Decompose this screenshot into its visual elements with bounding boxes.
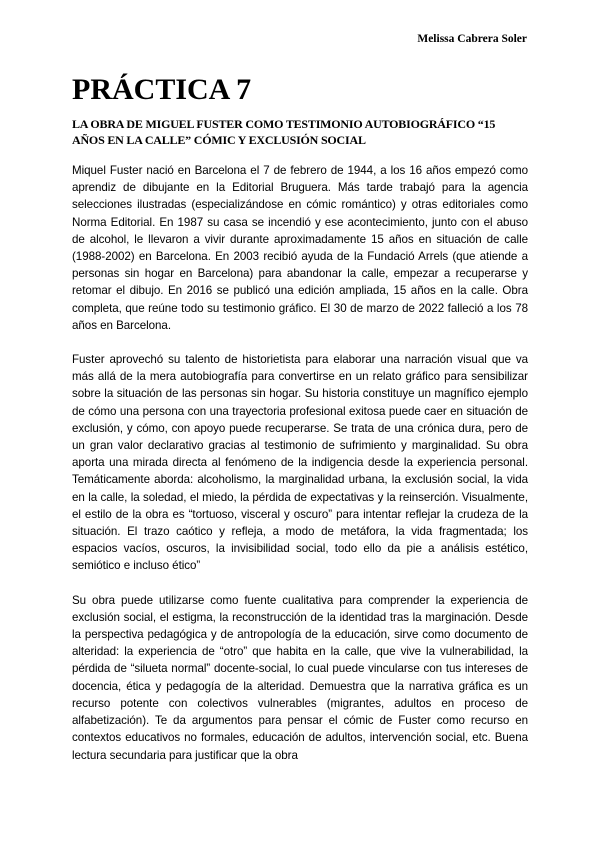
paragraph-2: Fuster aprovechó su talento de historietista para elaborar una narración visual que va más allá de la mera autobiografía para convertirse en un relato gráfico para sensibilizar sobre la situación de las personas sin hogar. Su historia constituye un magnífico ejemplo de cómo una persona con una trayectoria profesional exitosa puede caer en situación de exclusión, y cómo, con apoyo puede recuperarse. Se trata de una crónica dura, pero de un gran valor declarativo gracias al testimonio de sufrimiento y marginalidad. Su obra aporta una mirada directa al fenómeno de la indigencia desde la experiencia personal. Temáticamente aborda: alcoholismo, la marginalidad urbana, la exclusión social, la vida en la calle, la soledad, el miedo, la pérdida de expectativas y la reinserción. Visualmente, el estilo de la obra es “tortuoso, visceral y oscuro” para intentar reflejar la crudeza de la situación. El trazo caótico y refleja, a modo de metáfora, la vida fragmentada; los espacios vacíos, oscuros, la invisibilidad social, todo ello da pie a análisis estético, semiótico e incluso ético” [72,353,528,573]
paragraph-1: Miquel Fuster nació en Barcelona el 7 de febrero de 1944, a los 16 años empezó como aprendiz de dibujante en la Editorial Bruguera. Más tarde trabajó para la agencia selecciones ilustradas (especializándose en cómic romántico) y otras editoriales como Norma Editorial. En 1987 su casa se incendió y ese acontecimiento, junto con el abuso de alcohol, le llevaron a vivir durante aproximadamente 15 años en situación de calle (1988-2002) en Barcelona. En 2003 recibió ayuda de la Fundació Arrels (que atiende a personas sin hogar en Barcelona) para abandonar la calle, empezar a recuperarse y retomar el dibujo. En 2016 se publicó una edición ampliada, 15 años en la calle. Obra completa, que reúne todo su testimonio gráfico. El 30 de marzo de 2022 falleció a los 78 años en Barcelona. [72,164,528,332]
paragraph-3: Su obra puede utilizarse como fuente cualitativa para comprender la experiencia de exclusión social, el estigma, la reconstrucción de la identidad tras la marginación. Desde la perspectiva pedagógica y de antropología de la educación, sirve como documento de alteridad: la experiencia de “otro” que habita en la calle, que vive la vulnerabilidad, la pérdida de “silueta normal” docente-social, lo cual puede vincularse con tus intereses de docencia, ética y pedagogía de la alteridad. Demuestra que la narrativa gráfica es un recurso potente con colectivos vulnerables (migrantes, adultos en proceso de alfabetización). Te da argumentos para pensar el cómic de Fuster como recurso en contextos educativos no formales, educación de adultos, intervención social, etc. Buena lectura secundaria para justificar que la obra [72,593,528,762]
document-subtitle: LA OBRA DE MIGUEL FUSTER COMO TESTIMONIO AUTOBIOGRÁFICO “15 AÑOS EN LA CALLE” CÓMIC Y EXCLUSIÓN SOCIAL [72,117,496,147]
author-name: Melissa Cabrera Soler [417,33,527,45]
page-title: PRÁCTICA 7 [72,73,252,106]
document-body [72,162,528,781]
